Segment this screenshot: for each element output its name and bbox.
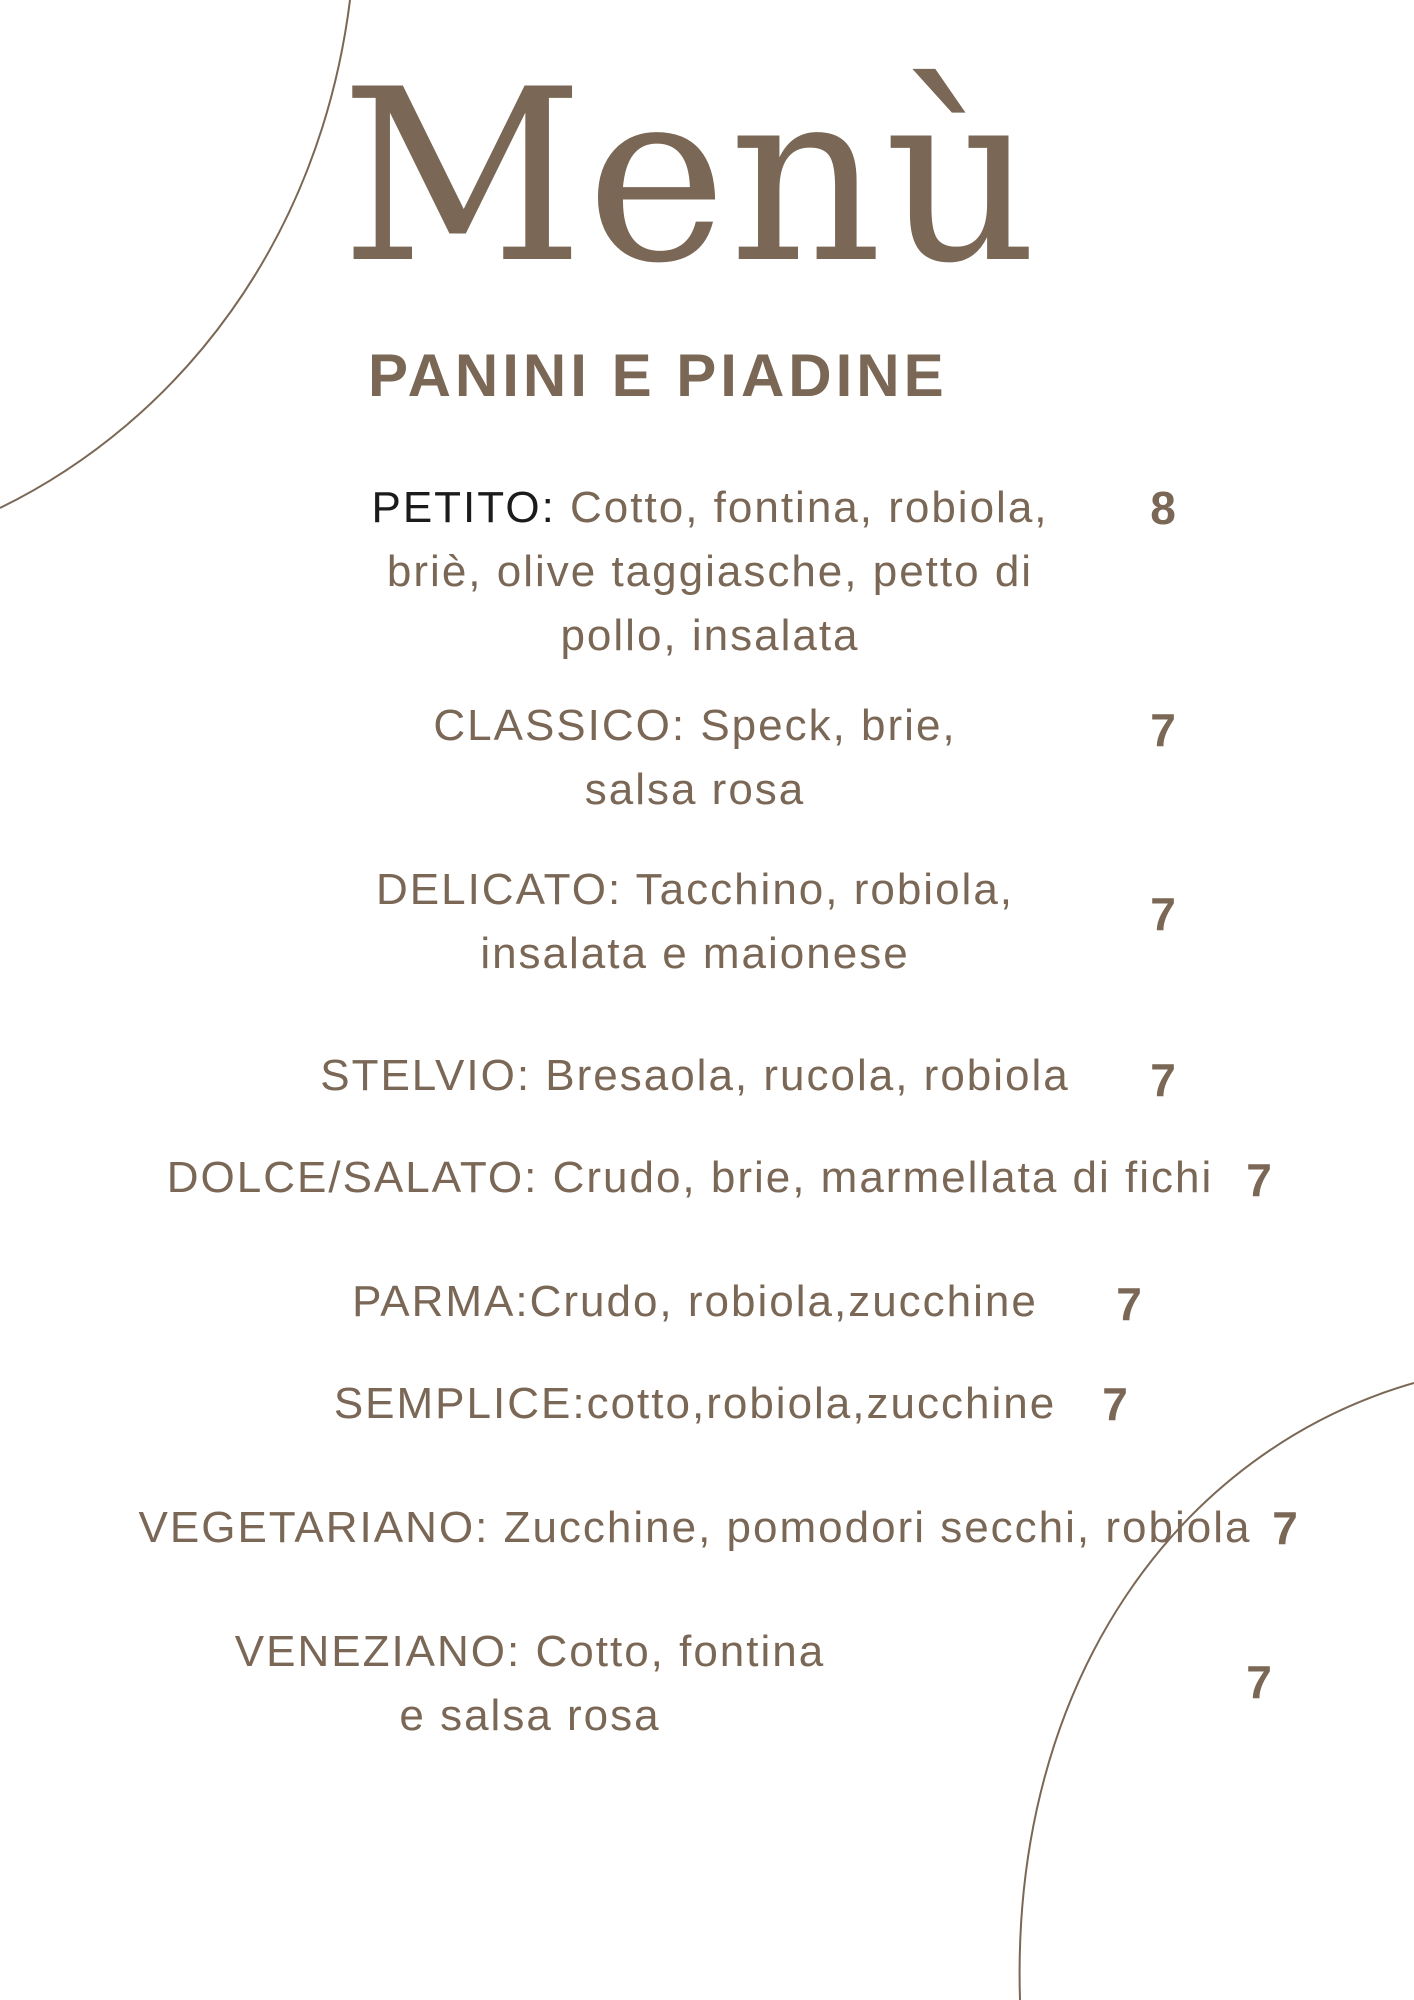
item-description: Cotto, fontina, robiola, briè, olive taggiasche, petto di pollo, insalata xyxy=(386,483,1049,660)
menu-item-parma xyxy=(320,1270,1070,1334)
item-price: 7 xyxy=(1246,1656,1272,1708)
item-description: Bresaola, rucola, robiola xyxy=(545,1051,1070,1100)
item-name: DELICATO xyxy=(375,865,608,914)
menu-item-dolce-salato xyxy=(150,1146,1230,1210)
item-name: PARMA xyxy=(352,1277,516,1326)
item-price: 8 xyxy=(1150,482,1176,534)
item-separator: : xyxy=(515,1277,530,1326)
item-name: VEGETARIANO xyxy=(138,1503,476,1552)
menu-item-classico xyxy=(380,694,1010,822)
menu-item-delicato xyxy=(370,858,1020,986)
item-name: SEMPLICE xyxy=(333,1379,573,1428)
item-separator: : xyxy=(507,1627,536,1676)
item-name: VENEZIANO xyxy=(234,1627,508,1676)
item-price: 7 xyxy=(1116,1278,1142,1330)
item-price: 7 xyxy=(1246,1154,1272,1206)
item-separator: : xyxy=(475,1503,504,1552)
item-name: CLASSICO xyxy=(433,701,672,750)
item-separator: : xyxy=(524,1153,553,1202)
menu-item-stelvio xyxy=(300,1044,1090,1108)
item-name: STELVIO xyxy=(320,1051,517,1100)
item-price: 7 xyxy=(1150,1054,1176,1106)
item-separator: : xyxy=(541,483,571,532)
item-description: cotto,robiola,zucchine xyxy=(586,1379,1057,1428)
item-price: 7 xyxy=(1150,704,1176,756)
item-description: Cotto, fontina e salsa rosa xyxy=(399,1627,826,1740)
item-description: Crudo, robiola,zucchine xyxy=(529,1277,1038,1326)
bottom-right-arc xyxy=(1020,1383,1414,2000)
item-price: 7 xyxy=(1102,1378,1128,1430)
item-name: DOLCE/SALATO xyxy=(166,1153,525,1202)
item-separator: : xyxy=(572,1379,587,1428)
menu-title: Menù xyxy=(340,39,1040,316)
item-description: Speck, brie, salsa rosa xyxy=(584,701,957,814)
section-title: PANINI E PIADINE xyxy=(368,342,948,409)
item-separator: : xyxy=(671,701,701,750)
item-separator: : xyxy=(516,1051,546,1100)
item-description: Crudo, brie, marmellata di fichi xyxy=(552,1153,1214,1202)
item-description: Tacchino, robiola, insalata e maionese xyxy=(480,865,1015,978)
item-separator: : xyxy=(607,865,636,914)
menu-item-veneziano xyxy=(215,1620,845,1748)
menu-item-vegetariano xyxy=(130,1496,1260,1560)
item-description: Zucchine, pomodori secchi, robiola xyxy=(503,1503,1252,1552)
menu-item-semplice xyxy=(320,1372,1070,1436)
item-name: PETITO xyxy=(371,483,542,532)
item-price: 7 xyxy=(1150,888,1176,940)
menu-item-petito xyxy=(355,476,1065,668)
top-left-arc xyxy=(0,0,350,508)
item-price: 7 xyxy=(1272,1502,1298,1554)
